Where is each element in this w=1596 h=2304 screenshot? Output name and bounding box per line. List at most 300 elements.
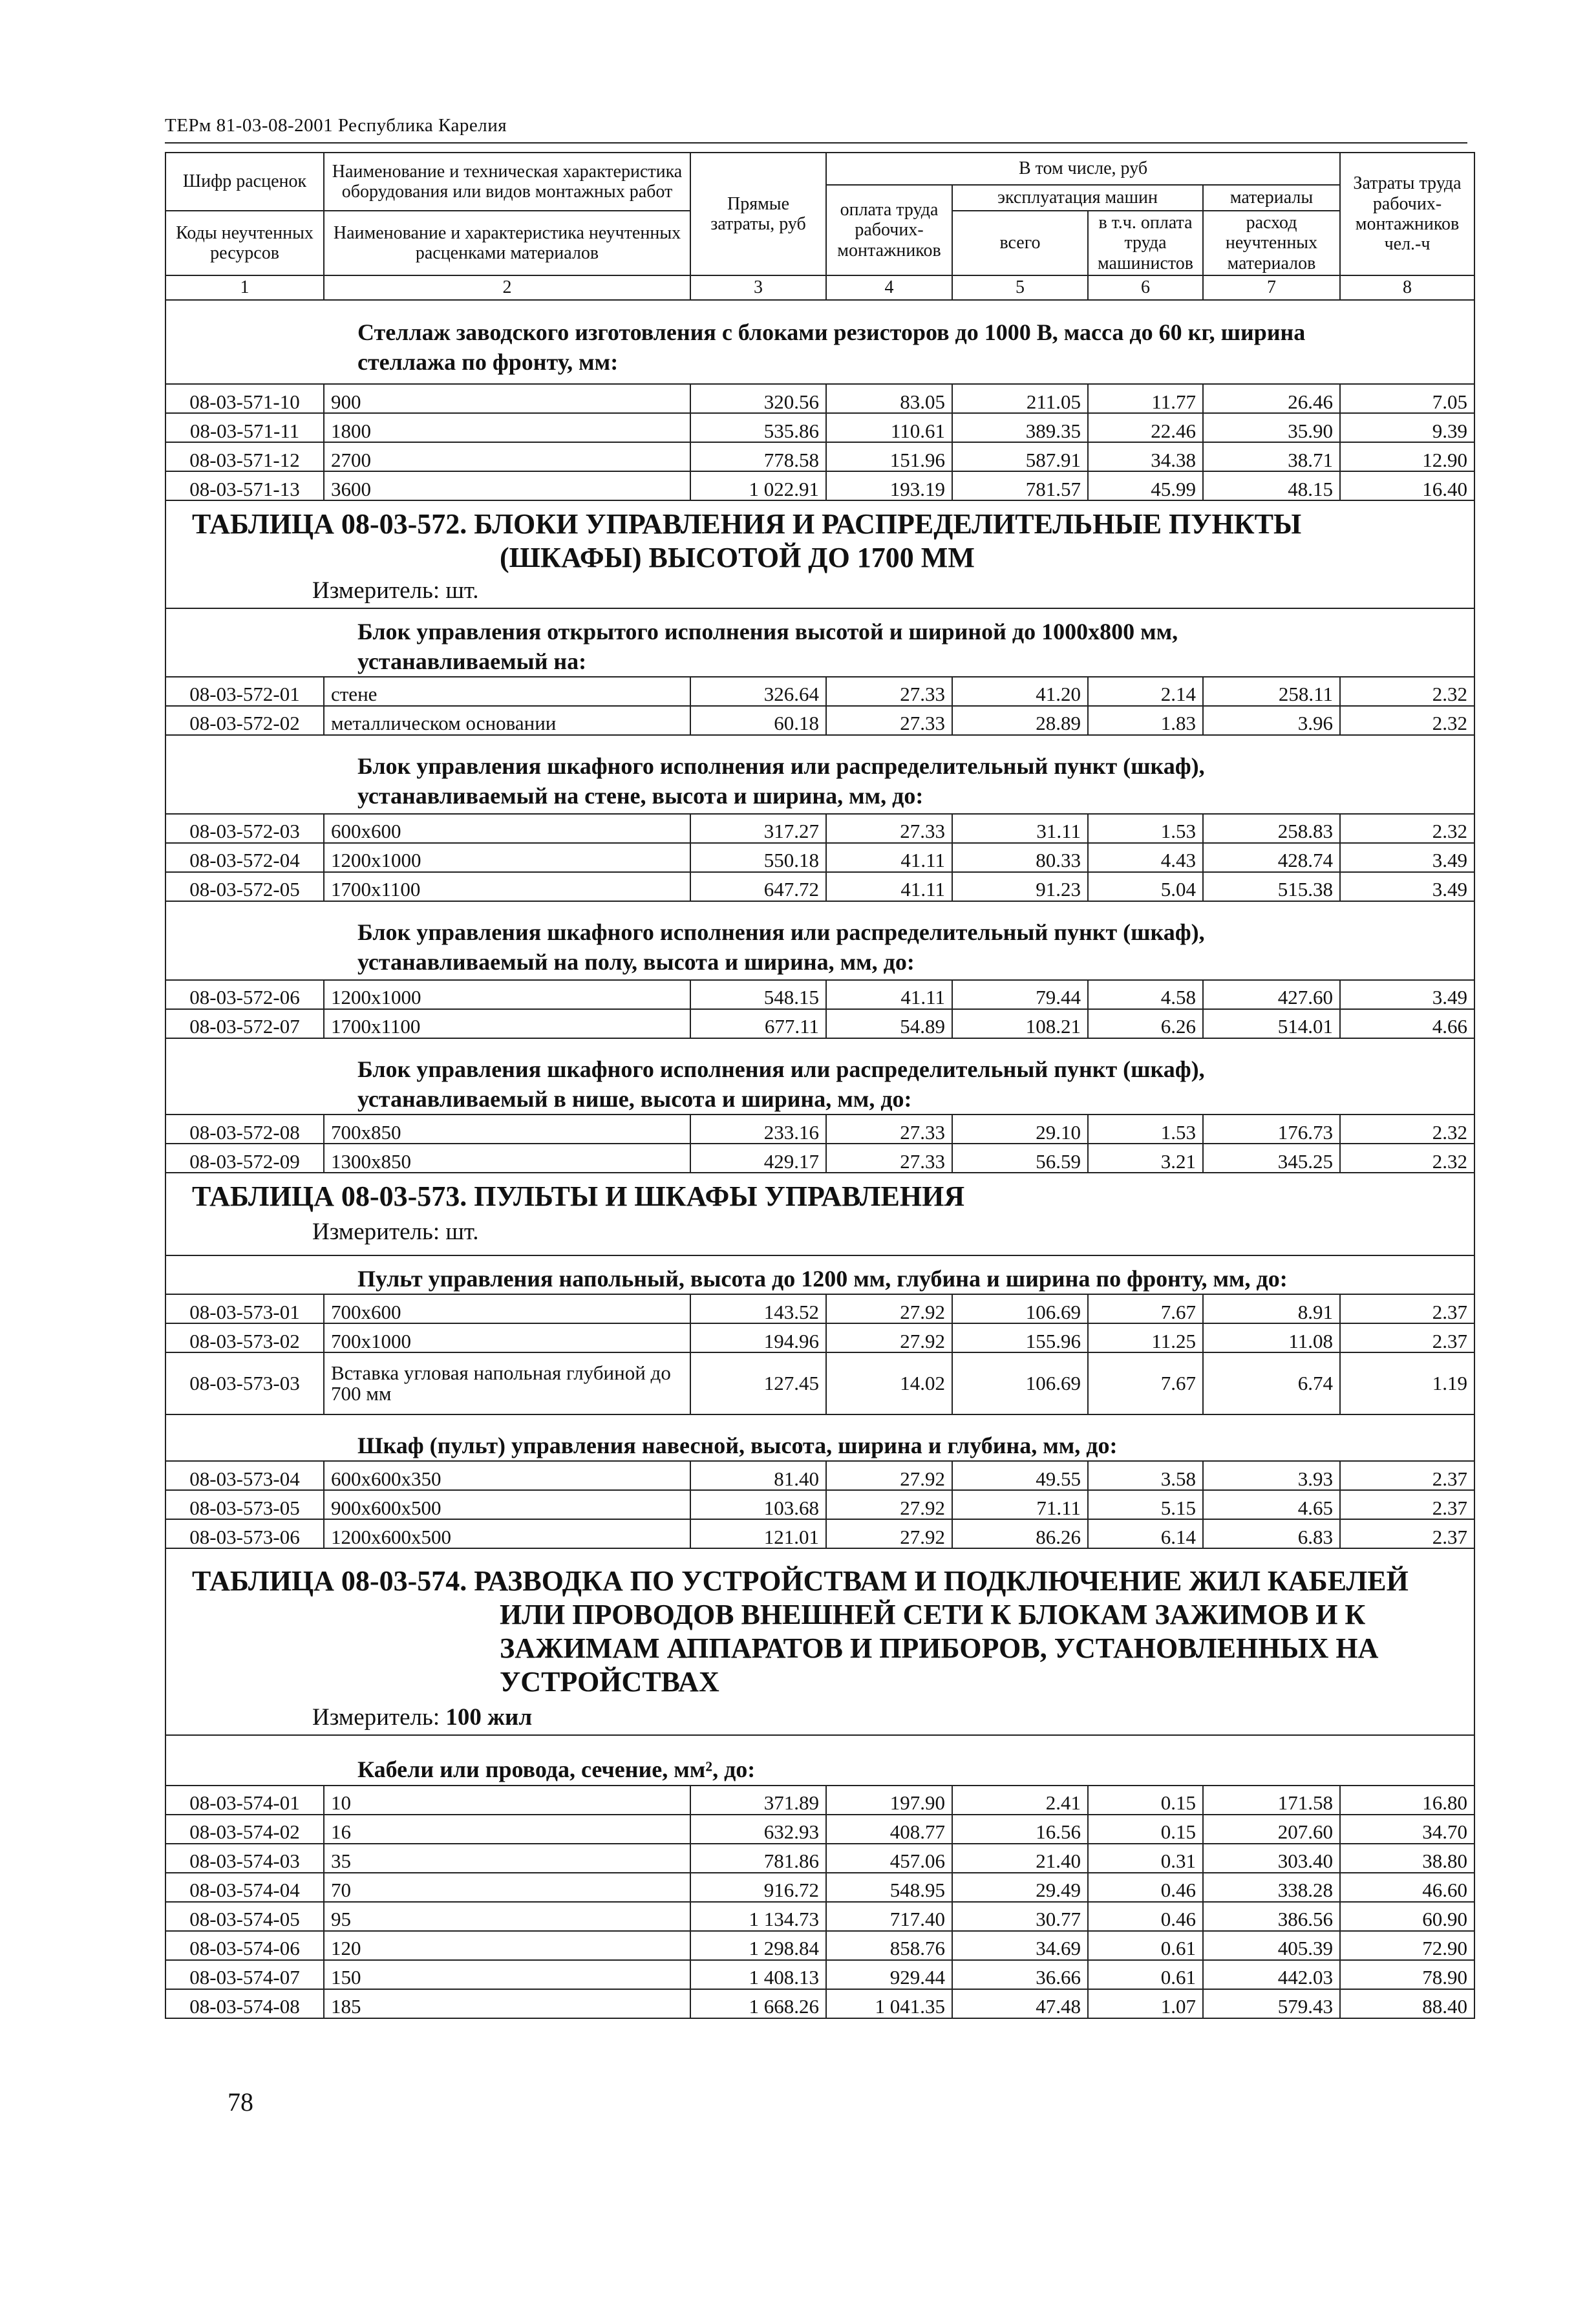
section-text: Блок управления шкафного исполнения или распределительный пункт (шкаф), bbox=[357, 1056, 1205, 1082]
section-text: Блок управления шкафного исполнения или распределительный пункт (шкаф), bbox=[357, 919, 1205, 945]
work-name: стене bbox=[324, 677, 690, 706]
direct-costs: 371.89 bbox=[690, 1786, 826, 1815]
machines-total: 71.11 bbox=[952, 1490, 1088, 1519]
labor-hours: 7.05 bbox=[1340, 384, 1474, 413]
table-title: ТАБЛИЦА 08-03-574. РАЗВОДКА ПО УСТРОЙСТВАМ И ПОДКЛЮЧЕНИЕ ЖИЛ КАБЕЛЕЙ bbox=[192, 1565, 1409, 1597]
machines-total: 47.48 bbox=[952, 1989, 1088, 2018]
labor-hours: 2.37 bbox=[1340, 1294, 1474, 1323]
labor-hours: 4.66 bbox=[1340, 1009, 1474, 1038]
table-title-block bbox=[165, 500, 1474, 608]
table-row bbox=[165, 471, 1474, 500]
materials: 171.58 bbox=[1203, 1786, 1340, 1815]
direct-costs: 233.16 bbox=[690, 1115, 826, 1144]
materials: 3.96 bbox=[1203, 706, 1340, 735]
measure-label: Измеритель: bbox=[312, 1703, 440, 1731]
header-operators-pay: в т.ч. оплата труда машинистов bbox=[1088, 211, 1203, 275]
section-text: устанавливаемый на полу, высота и ширина, мм, до: bbox=[357, 948, 915, 975]
labor-pay: 110.61 bbox=[826, 413, 952, 442]
header-material-use: расход неучтенных материалов bbox=[1203, 211, 1340, 275]
materials: 176.73 bbox=[1203, 1115, 1340, 1144]
rate-code: 08-03-574-01 bbox=[165, 1786, 324, 1815]
table-row bbox=[165, 1519, 1474, 1548]
labor-hours: 2.37 bbox=[1340, 1490, 1474, 1519]
labor-pay: 27.33 bbox=[826, 1144, 952, 1173]
labor-pay: 27.33 bbox=[826, 677, 952, 706]
work-name: 1200x1000 bbox=[324, 980, 690, 1009]
measure-unit: Измеритель: шт. bbox=[312, 1218, 479, 1245]
machines-total: 49.55 bbox=[952, 1461, 1088, 1490]
materials: 442.03 bbox=[1203, 1960, 1340, 1989]
table-row bbox=[165, 1902, 1474, 1931]
direct-costs: 103.68 bbox=[690, 1490, 826, 1519]
rates-table bbox=[165, 152, 1475, 2019]
direct-costs: 121.01 bbox=[690, 1519, 826, 1548]
operators-pay: 11.25 bbox=[1088, 1323, 1203, 1352]
materials: 514.01 bbox=[1203, 1009, 1340, 1038]
operators-pay: 11.77 bbox=[1088, 384, 1203, 413]
machines-total: 389.35 bbox=[952, 413, 1088, 442]
table-row bbox=[165, 872, 1474, 901]
work-name: 600x600 bbox=[324, 814, 690, 843]
table-row bbox=[165, 413, 1474, 442]
materials: 11.08 bbox=[1203, 1323, 1340, 1352]
operators-pay: 1.53 bbox=[1088, 814, 1203, 843]
machines-total: 29.49 bbox=[952, 1873, 1088, 1902]
labor-hours: 2.37 bbox=[1340, 1461, 1474, 1490]
materials: 26.46 bbox=[1203, 384, 1340, 413]
operators-pay: 45.99 bbox=[1088, 471, 1203, 500]
work-name: 16 bbox=[324, 1815, 690, 1844]
direct-costs: 550.18 bbox=[690, 843, 826, 872]
labor-pay: 929.44 bbox=[826, 1960, 952, 1989]
operators-pay: 3.58 bbox=[1088, 1461, 1203, 1490]
labor-pay: 858.76 bbox=[826, 1931, 952, 1960]
table-row bbox=[165, 1115, 1474, 1144]
operators-pay: 4.43 bbox=[1088, 843, 1203, 872]
table-row bbox=[165, 843, 1474, 872]
direct-costs: 317.27 bbox=[690, 814, 826, 843]
table-title-block bbox=[165, 1173, 1474, 1255]
rate-code: 08-03-572-03 bbox=[165, 814, 324, 843]
labor-pay: 717.40 bbox=[826, 1902, 952, 1931]
machines-total: 587.91 bbox=[952, 442, 1088, 471]
labor-hours: 78.90 bbox=[1340, 1960, 1474, 1989]
table-title: ТАБЛИЦА 08-03-573. ПУЛЬТЫ И ШКАФЫ УПРАВЛЕНИЯ bbox=[192, 1180, 965, 1213]
rate-code: 08-03-572-08 bbox=[165, 1115, 324, 1144]
column-index: 5 bbox=[952, 275, 1088, 300]
rate-code: 08-03-573-05 bbox=[165, 1490, 324, 1519]
materials: 38.71 bbox=[1203, 442, 1340, 471]
labor-pay: 27.33 bbox=[826, 706, 952, 735]
machines-total: 31.11 bbox=[952, 814, 1088, 843]
labor-hours: 16.80 bbox=[1340, 1786, 1474, 1815]
machines-total: 28.89 bbox=[952, 706, 1088, 735]
direct-costs: 1 134.73 bbox=[690, 1902, 826, 1931]
rate-code: 08-03-572-06 bbox=[165, 980, 324, 1009]
materials: 345.25 bbox=[1203, 1144, 1340, 1173]
labor-pay: 27.33 bbox=[826, 1115, 952, 1144]
section-heading bbox=[165, 300, 1474, 384]
labor-pay: 27.92 bbox=[826, 1323, 952, 1352]
labor-hours: 12.90 bbox=[1340, 442, 1474, 471]
direct-costs: 429.17 bbox=[690, 1144, 826, 1173]
running-head: ТЕРм 81-03-08-2001 Республика Карелия bbox=[165, 115, 507, 136]
labor-hours: 16.40 bbox=[1340, 471, 1474, 500]
work-name: 2700 bbox=[324, 442, 690, 471]
rate-code: 08-03-574-05 bbox=[165, 1902, 324, 1931]
operators-pay: 1.83 bbox=[1088, 706, 1203, 735]
table-title: ИЛИ ПРОВОДОВ ВНЕШНЕЙ СЕТИ К БЛОКАМ ЗАЖИМОВ И К bbox=[500, 1598, 1366, 1630]
direct-costs: 632.93 bbox=[690, 1815, 826, 1844]
work-name: 1800 bbox=[324, 413, 690, 442]
materials: 338.28 bbox=[1203, 1873, 1340, 1902]
materials: 258.83 bbox=[1203, 814, 1340, 843]
direct-costs: 535.86 bbox=[690, 413, 826, 442]
direct-costs: 548.15 bbox=[690, 980, 826, 1009]
machines-total: 30.77 bbox=[952, 1902, 1088, 1931]
labor-pay: 14.02 bbox=[826, 1352, 952, 1414]
direct-costs: 1 298.84 bbox=[690, 1931, 826, 1960]
work-name: 1200x1000 bbox=[324, 843, 690, 872]
operators-pay: 0.61 bbox=[1088, 1931, 1203, 1960]
labor-hours: 46.60 bbox=[1340, 1873, 1474, 1902]
work-name: 700x1000 bbox=[324, 1323, 690, 1352]
table-title: УСТРОЙСТВАХ bbox=[500, 1665, 719, 1698]
column-index: 8 bbox=[1340, 275, 1474, 300]
table-title: (ШКАФЫ) ВЫСОТОЙ ДО 1700 ММ bbox=[500, 541, 975, 573]
operators-pay: 1.53 bbox=[1088, 1115, 1203, 1144]
operators-pay: 0.31 bbox=[1088, 1844, 1203, 1873]
table-row bbox=[165, 1931, 1474, 1960]
rate-code: 08-03-574-07 bbox=[165, 1960, 324, 1989]
work-name: 1700x1100 bbox=[324, 1009, 690, 1038]
header-including: В том числе, руб bbox=[826, 153, 1340, 185]
rate-code: 08-03-571-12 bbox=[165, 442, 324, 471]
materials: 207.60 bbox=[1203, 1815, 1340, 1844]
direct-costs: 916.72 bbox=[690, 1873, 826, 1902]
section-heading bbox=[165, 1038, 1474, 1115]
materials: 8.91 bbox=[1203, 1294, 1340, 1323]
labor-hours: 3.49 bbox=[1340, 980, 1474, 1009]
work-name: 900x600x500 bbox=[324, 1490, 690, 1519]
table-row bbox=[165, 1786, 1474, 1815]
direct-costs: 60.18 bbox=[690, 706, 826, 735]
rate-code: 08-03-572-01 bbox=[165, 677, 324, 706]
table-row bbox=[165, 814, 1474, 843]
column-index: 1 bbox=[165, 275, 324, 300]
materials: 579.43 bbox=[1203, 1989, 1340, 2018]
labor-pay: 54.89 bbox=[826, 1009, 952, 1038]
materials: 427.60 bbox=[1203, 980, 1340, 1009]
rate-code: 08-03-572-09 bbox=[165, 1144, 324, 1173]
rate-code: 08-03-572-07 bbox=[165, 1009, 324, 1038]
machines-total: 211.05 bbox=[952, 384, 1088, 413]
operators-pay: 2.14 bbox=[1088, 677, 1203, 706]
table-row bbox=[165, 1294, 1474, 1323]
rate-code: 08-03-573-06 bbox=[165, 1519, 324, 1548]
direct-costs: 677.11 bbox=[690, 1009, 826, 1038]
work-name: 600x600x350 bbox=[324, 1461, 690, 1490]
rate-code: 08-03-572-05 bbox=[165, 872, 324, 901]
labor-hours: 2.37 bbox=[1340, 1323, 1474, 1352]
operators-pay: 0.46 bbox=[1088, 1873, 1203, 1902]
section-heading bbox=[165, 1255, 1474, 1294]
direct-costs: 143.52 bbox=[690, 1294, 826, 1323]
operators-pay: 6.26 bbox=[1088, 1009, 1203, 1038]
operators-pay: 0.46 bbox=[1088, 1902, 1203, 1931]
header-direct-costs: Прямые затраты, руб bbox=[690, 153, 826, 275]
column-index: 6 bbox=[1088, 275, 1203, 300]
machines-total: 106.69 bbox=[952, 1294, 1088, 1323]
column-index: 4 bbox=[826, 275, 952, 300]
measure-unit: Измеритель: шт. bbox=[312, 577, 479, 604]
labor-pay: 41.11 bbox=[826, 872, 952, 901]
machines-total: 86.26 bbox=[952, 1519, 1088, 1548]
rate-code: 08-03-573-04 bbox=[165, 1461, 324, 1490]
labor-pay: 27.92 bbox=[826, 1519, 952, 1548]
labor-pay: 27.92 bbox=[826, 1294, 952, 1323]
labor-hours: 34.70 bbox=[1340, 1815, 1474, 1844]
materials: 4.65 bbox=[1203, 1490, 1340, 1519]
materials: 405.39 bbox=[1203, 1931, 1340, 1960]
table-row bbox=[165, 980, 1474, 1009]
table-row bbox=[165, 706, 1474, 735]
rate-code: 08-03-571-13 bbox=[165, 471, 324, 500]
header-name: Наименование и техническая характеристика оборудования или видов монтажных работ bbox=[324, 153, 690, 211]
direct-costs: 647.72 bbox=[690, 872, 826, 901]
section-heading bbox=[165, 1414, 1474, 1461]
labor-pay: 41.11 bbox=[826, 980, 952, 1009]
operators-pay: 5.04 bbox=[1088, 872, 1203, 901]
table-row bbox=[165, 1844, 1474, 1873]
labor-hours: 2.32 bbox=[1340, 1115, 1474, 1144]
table-row bbox=[165, 677, 1474, 706]
direct-costs: 781.86 bbox=[690, 1844, 826, 1873]
section-text: Стеллаж заводского изготовления с блоками резисторов до 1000 В, масса до 60 кг, ширина bbox=[357, 319, 1306, 346]
work-name: 185 bbox=[324, 1989, 690, 2018]
direct-costs: 81.40 bbox=[690, 1461, 826, 1490]
rate-code: 08-03-573-02 bbox=[165, 1323, 324, 1352]
table-title: ТАБЛИЦА 08-03-572. БЛОКИ УПРАВЛЕНИЯ И РАСПРЕДЕЛИТЕЛЬНЫЕ ПУНКТЫ bbox=[192, 508, 1302, 540]
materials: 35.90 bbox=[1203, 413, 1340, 442]
section-text: Кабели или провода, сечение, мм², до: bbox=[357, 1756, 756, 1783]
header-materials: материалы bbox=[1203, 185, 1340, 211]
work-name: 35 bbox=[324, 1844, 690, 1873]
labor-pay: 27.33 bbox=[826, 814, 952, 843]
labor-pay: 548.95 bbox=[826, 1873, 952, 1902]
section-text: Шкаф (пульт) управления навесной, высота, ширина и глубина, мм, до: bbox=[357, 1432, 1118, 1458]
materials: 3.93 bbox=[1203, 1461, 1340, 1490]
labor-pay: 408.77 bbox=[826, 1815, 952, 1844]
materials: 6.74 bbox=[1203, 1352, 1340, 1414]
work-name: 1300x850 bbox=[324, 1144, 690, 1173]
machines-total: 2.41 bbox=[952, 1786, 1088, 1815]
labor-hours: 3.49 bbox=[1340, 872, 1474, 901]
rate-code: 08-03-573-01 bbox=[165, 1294, 324, 1323]
labor-hours: 3.49 bbox=[1340, 843, 1474, 872]
operators-pay: 22.46 bbox=[1088, 413, 1203, 442]
rate-code: 08-03-572-04 bbox=[165, 843, 324, 872]
section-text: Блок управления шкафного исполнения или распределительный пункт (шкаф), bbox=[357, 752, 1205, 779]
rate-code: 08-03-573-03 bbox=[165, 1352, 324, 1414]
work-name: Вставка угловая напольная глубиной до 700 мм bbox=[324, 1352, 690, 1414]
header-code: Шифр расценок bbox=[165, 153, 324, 211]
header-code-unaccounted: Коды неучтенных ресурсов bbox=[165, 211, 324, 275]
labor-hours: 60.90 bbox=[1340, 1902, 1474, 1931]
section-text: стеллажа по фронту, мм: bbox=[357, 349, 619, 376]
section-text: Пульт управления напольный, высота до 1200 мм, глубина и ширина по фронту, мм, до: bbox=[357, 1265, 1288, 1292]
column-index: 3 bbox=[690, 275, 826, 300]
labor-hours: 9.39 bbox=[1340, 413, 1474, 442]
section-heading bbox=[165, 1735, 1474, 1786]
column-index: 7 bbox=[1203, 275, 1340, 300]
labor-hours: 72.90 bbox=[1340, 1931, 1474, 1960]
direct-costs: 1 668.26 bbox=[690, 1989, 826, 2018]
rate-code: 08-03-574-03 bbox=[165, 1844, 324, 1873]
labor-pay: 1 041.35 bbox=[826, 1989, 952, 2018]
rate-code: 08-03-571-10 bbox=[165, 384, 324, 413]
materials: 258.11 bbox=[1203, 677, 1340, 706]
table-row bbox=[165, 1989, 1474, 2018]
work-name: 1200x600x500 bbox=[324, 1519, 690, 1548]
table-row bbox=[165, 1815, 1474, 1844]
machines-total: 36.66 bbox=[952, 1960, 1088, 1989]
work-name: 150 bbox=[324, 1960, 690, 1989]
operators-pay: 0.61 bbox=[1088, 1960, 1203, 1989]
labor-pay: 27.92 bbox=[826, 1490, 952, 1519]
operators-pay: 7.67 bbox=[1088, 1294, 1203, 1323]
rate-code: 08-03-574-08 bbox=[165, 1989, 324, 2018]
section-text: устанавливаемый в нише, высота и ширина, мм, до: bbox=[357, 1085, 912, 1112]
work-name: 700x600 bbox=[324, 1294, 690, 1323]
labor-pay: 27.92 bbox=[826, 1461, 952, 1490]
machines-total: 108.21 bbox=[952, 1009, 1088, 1038]
machines-total: 34.69 bbox=[952, 1931, 1088, 1960]
table-row bbox=[165, 1323, 1474, 1352]
section-heading bbox=[165, 901, 1474, 980]
materials: 303.40 bbox=[1203, 1844, 1340, 1873]
section-text: Блок управления открытого исполнения высотой и шириной до 1000x800 мм, bbox=[357, 618, 1178, 645]
machines-total: 21.40 bbox=[952, 1844, 1088, 1873]
labor-hours: 2.32 bbox=[1340, 706, 1474, 735]
operators-pay: 6.14 bbox=[1088, 1519, 1203, 1548]
operators-pay: 34.38 bbox=[1088, 442, 1203, 471]
labor-hours: 2.32 bbox=[1340, 677, 1474, 706]
header-rule bbox=[165, 142, 1467, 144]
materials: 6.83 bbox=[1203, 1519, 1340, 1548]
direct-costs: 320.56 bbox=[690, 384, 826, 413]
labor-pay: 151.96 bbox=[826, 442, 952, 471]
work-name: 3600 bbox=[324, 471, 690, 500]
machines-total: 80.33 bbox=[952, 843, 1088, 872]
header-machines: эксплуатация машин bbox=[952, 185, 1203, 211]
labor-pay: 197.90 bbox=[826, 1786, 952, 1815]
labor-pay: 457.06 bbox=[826, 1844, 952, 1873]
header-labor-hours: Затраты труда рабочих-монтажников чел.-ч bbox=[1340, 153, 1474, 275]
direct-costs: 326.64 bbox=[690, 677, 826, 706]
column-index: 2 bbox=[324, 275, 690, 300]
labor-pay: 193.19 bbox=[826, 471, 952, 500]
labor-pay: 83.05 bbox=[826, 384, 952, 413]
labor-hours: 2.32 bbox=[1340, 1144, 1474, 1173]
section-heading bbox=[165, 735, 1474, 814]
rate-code: 08-03-574-04 bbox=[165, 1873, 324, 1902]
direct-costs: 127.45 bbox=[690, 1352, 826, 1414]
machines-total: 79.44 bbox=[952, 980, 1088, 1009]
rate-code: 08-03-572-02 bbox=[165, 706, 324, 735]
work-name: 10 bbox=[324, 1786, 690, 1815]
table-row bbox=[165, 1352, 1474, 1414]
work-name: 70 bbox=[324, 1873, 690, 1902]
operators-pay: 1.07 bbox=[1088, 1989, 1203, 2018]
machines-total: 91.23 bbox=[952, 872, 1088, 901]
work-name: 95 bbox=[324, 1902, 690, 1931]
materials: 48.15 bbox=[1203, 471, 1340, 500]
machines-total: 155.96 bbox=[952, 1323, 1088, 1352]
table-row bbox=[165, 442, 1474, 471]
measure-value: 100 жил bbox=[445, 1703, 533, 1731]
operators-pay: 3.21 bbox=[1088, 1144, 1203, 1173]
header-labor-pay: оплата труда рабочих-монтажников bbox=[826, 185, 952, 275]
rate-code: 08-03-574-06 bbox=[165, 1931, 324, 1960]
table-row bbox=[165, 1144, 1474, 1173]
work-name: 900 bbox=[324, 384, 690, 413]
table-row bbox=[165, 1461, 1474, 1490]
section-text: устанавливаемый на: bbox=[357, 648, 587, 674]
materials: 428.74 bbox=[1203, 843, 1340, 872]
work-name: 1700x1100 bbox=[324, 872, 690, 901]
labor-hours: 1.19 bbox=[1340, 1352, 1474, 1414]
table-row bbox=[165, 384, 1474, 413]
work-name: металлическом основании bbox=[324, 706, 690, 735]
labor-pay: 41.11 bbox=[826, 843, 952, 872]
materials: 386.56 bbox=[1203, 1902, 1340, 1931]
table-row bbox=[165, 1960, 1474, 1989]
work-name: 120 bbox=[324, 1931, 690, 1960]
table-title-block bbox=[165, 1548, 1474, 1734]
machines-total: 16.56 bbox=[952, 1815, 1088, 1844]
machines-total: 29.10 bbox=[952, 1115, 1088, 1144]
labor-hours: 2.37 bbox=[1340, 1519, 1474, 1548]
labor-hours: 38.80 bbox=[1340, 1844, 1474, 1873]
labor-hours: 88.40 bbox=[1340, 1989, 1474, 2018]
table-row bbox=[165, 1009, 1474, 1038]
header-machines-total: всего bbox=[952, 211, 1088, 275]
machines-total: 56.59 bbox=[952, 1144, 1088, 1173]
labor-hours: 2.32 bbox=[1340, 814, 1474, 843]
direct-costs: 1 408.13 bbox=[690, 1960, 826, 1989]
direct-costs: 194.96 bbox=[690, 1323, 826, 1352]
rate-code: 08-03-574-02 bbox=[165, 1815, 324, 1844]
operators-pay: 0.15 bbox=[1088, 1815, 1203, 1844]
operators-pay: 4.58 bbox=[1088, 980, 1203, 1009]
machines-total: 781.57 bbox=[952, 471, 1088, 500]
work-name: 700x850 bbox=[324, 1115, 690, 1144]
operators-pay: 7.67 bbox=[1088, 1352, 1203, 1414]
section-text: устанавливаемый на стене, высота и ширина, мм, до: bbox=[357, 782, 924, 809]
machines-total: 106.69 bbox=[952, 1352, 1088, 1414]
page-number: 78 bbox=[228, 2087, 253, 2117]
machines-total: 41.20 bbox=[952, 677, 1088, 706]
operators-pay: 5.15 bbox=[1088, 1490, 1203, 1519]
materials: 515.38 bbox=[1203, 872, 1340, 901]
table-row bbox=[165, 1873, 1474, 1902]
rate-code: 08-03-571-11 bbox=[165, 413, 324, 442]
operators-pay: 0.15 bbox=[1088, 1786, 1203, 1815]
direct-costs: 1 022.91 bbox=[690, 471, 826, 500]
table-title: ЗАЖИМАМ АППАРАТОВ И ПРИБОРОВ, УСТАНОВЛЕННЫХ НА bbox=[500, 1632, 1379, 1664]
header-name-unaccounted: Наименование и характеристика неучтенных расценками материалов bbox=[324, 211, 690, 275]
